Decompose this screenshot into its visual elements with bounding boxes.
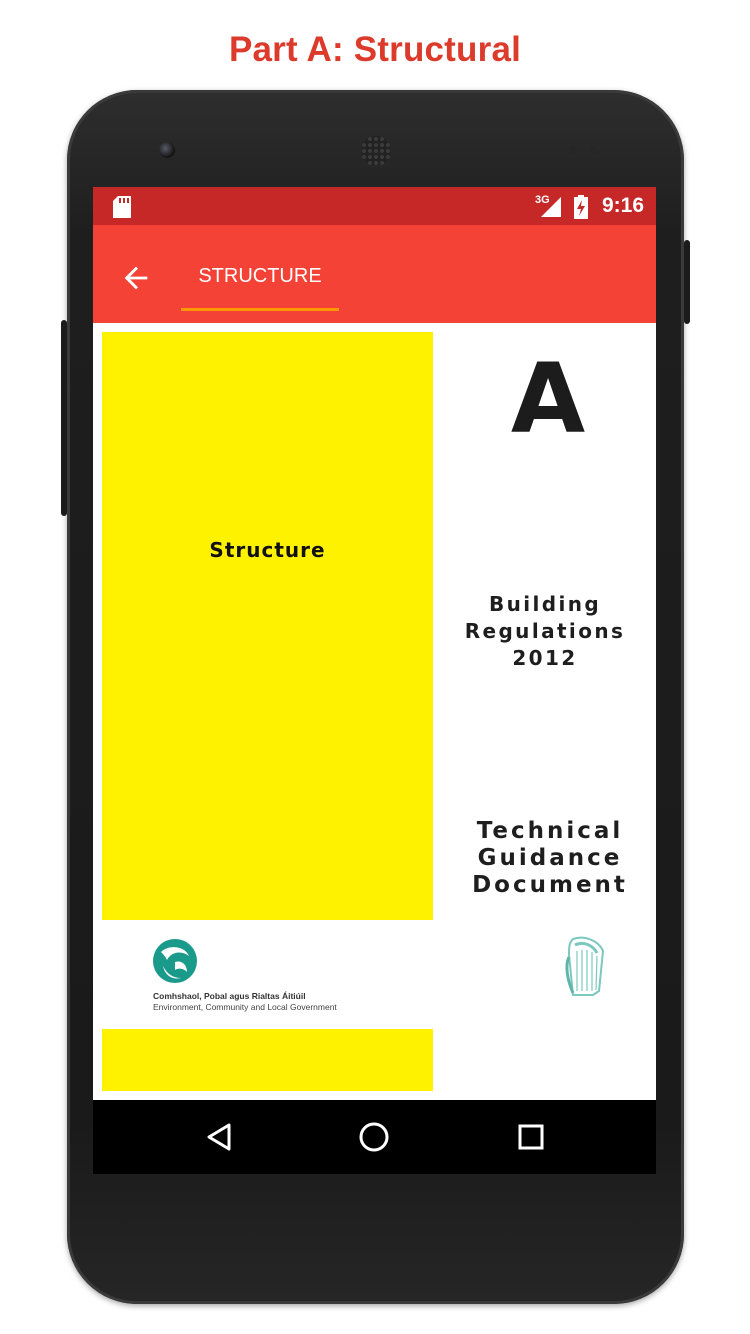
department-name-irish: Comhshaol, Pobal agus Rialtas Áitiúil xyxy=(153,991,306,1001)
system-nav-bar xyxy=(93,1100,656,1174)
document-type-line: Technical xyxy=(476,818,624,844)
nav-recents-button[interactable] xyxy=(513,1119,549,1155)
document-page[interactable] xyxy=(93,323,656,1100)
power-button[interactable] xyxy=(684,240,690,324)
back-button[interactable] xyxy=(119,261,153,295)
document-type-line: Guidance xyxy=(477,845,623,871)
status-time: 9:16 xyxy=(601,194,644,217)
tab-structure[interactable] xyxy=(181,225,339,311)
volume-button[interactable] xyxy=(61,320,67,516)
regulations-line: Regulations xyxy=(464,619,626,643)
light-sensor-icon xyxy=(589,146,597,154)
document-type-line: Document xyxy=(472,872,628,898)
tab-indicator xyxy=(181,308,339,311)
cover-yellow-panel xyxy=(102,332,433,920)
battery-charging-icon xyxy=(574,195,588,219)
cover-yellow-strip xyxy=(102,1029,433,1091)
department-name-english: Environment, Community and Local Government xyxy=(153,1002,337,1012)
home-circle-icon xyxy=(356,1119,392,1155)
speaker-grille-icon xyxy=(360,135,392,167)
harp-emblem-icon xyxy=(563,935,607,997)
cover-title: Structure xyxy=(209,538,326,562)
department-logo-icon xyxy=(151,938,199,984)
promo-headline: Part A: Structural xyxy=(228,30,522,69)
sd-card-icon xyxy=(113,196,131,218)
app-bar xyxy=(93,225,656,323)
tab-structure-label: STRUCTURE xyxy=(198,265,322,287)
nav-home-button[interactable] xyxy=(356,1119,392,1155)
phone-screen xyxy=(93,187,656,1174)
network-type-label: 3G xyxy=(535,194,550,206)
proximity-sensor-icon xyxy=(569,146,577,154)
part-letter: A xyxy=(510,343,586,455)
front-camera-icon xyxy=(159,142,175,158)
recents-square-icon xyxy=(513,1119,549,1155)
regulations-line: 2012 xyxy=(512,646,578,670)
signal-icon xyxy=(541,197,561,217)
status-bar xyxy=(93,187,656,225)
back-triangle-icon xyxy=(201,1119,237,1155)
regulations-text xyxy=(445,591,645,672)
regulations-line: Building xyxy=(488,592,602,616)
document-type-text xyxy=(445,818,655,899)
nav-back-button[interactable] xyxy=(201,1119,237,1155)
arrow-left-icon xyxy=(119,261,153,295)
